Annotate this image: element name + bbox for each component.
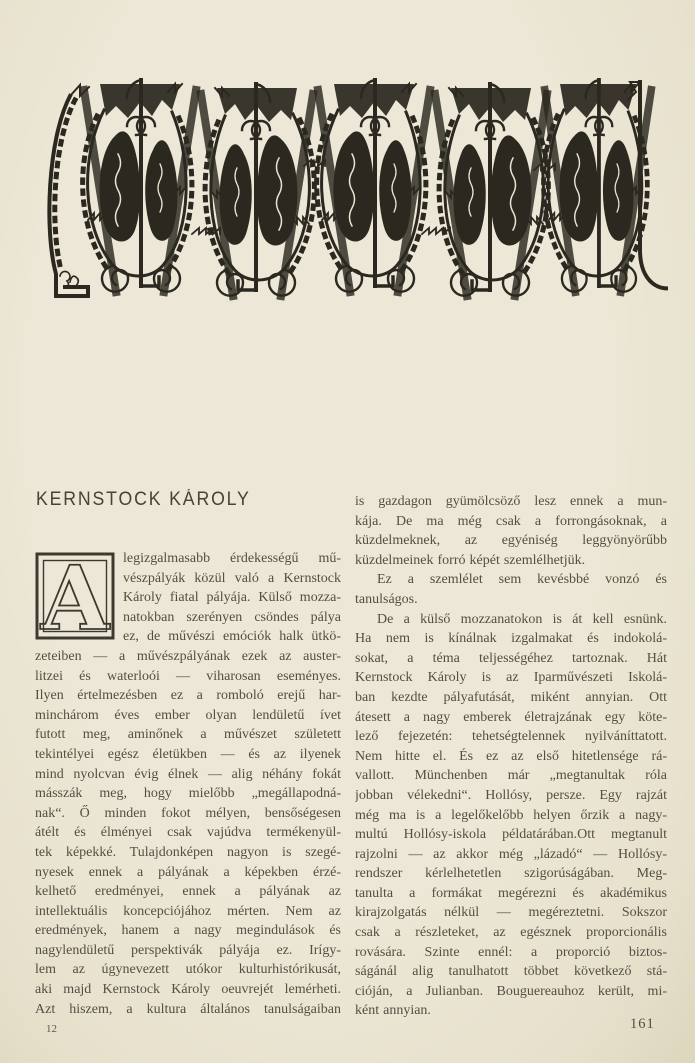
text-line: cióján, a Julianban. Bouguereauhoz került, mi- bbox=[355, 983, 667, 999]
text-line: tek képekké. Tulajdonképen nagyon is szegé- bbox=[35, 844, 341, 860]
text-line: rovására. Szinte ennél: a proporció biztos- bbox=[355, 944, 667, 960]
text-line: ez, de művészi emóciók halk ütkö- bbox=[123, 629, 341, 645]
text-line: még ma is a legelőkelőbb helyen őrzik a nagy- bbox=[355, 807, 667, 823]
text-line: csak a részleteket, az egésznek proporcionális bbox=[355, 925, 667, 941]
text-line: kirajzolgatás nélkül — megéreztetni. Sokszor bbox=[355, 905, 667, 921]
text-line: nagylendületű perspektivák pályája ez. Irígy- bbox=[35, 942, 341, 958]
text-line: nyesek ennek a pályának a képekben érzé- bbox=[35, 864, 341, 880]
text-line: natokban szerényen csöndes pálya bbox=[123, 609, 341, 625]
text-line: aki majd Kernstock Károly oeuvrejét lemérheti. bbox=[35, 982, 341, 998]
text-line: Azt hiszem, a kultura általános tanulságaiban bbox=[35, 1001, 341, 1017]
text-line: intellektuális koncepciójához mérten. Nem az bbox=[35, 903, 341, 919]
text-line: mind nyolcvan évig élnek — alig néhány fokát bbox=[35, 766, 341, 782]
column-left bbox=[35, 549, 341, 1019]
text-line: ként annyian. bbox=[355, 1003, 431, 1019]
headpiece-ornament-illustration bbox=[42, 74, 668, 308]
text-line: lező fejezetén: tehetségtelennek nyilváníttatott. bbox=[355, 729, 667, 745]
text-line: tanulságos. bbox=[355, 591, 418, 607]
text-line: Károly fiatal pályája. Külső mozza- bbox=[123, 590, 341, 606]
text-line: minchárom éves ember olyan lendületű ívet bbox=[35, 707, 341, 723]
drop-cap-letter: A bbox=[40, 552, 110, 640]
text-line: küzdelmeinek forró képét szemlélhetjük. bbox=[355, 552, 586, 568]
text-line: rajzolni — az akkor még „lázadó“ — Hollósy- bbox=[355, 846, 667, 862]
text-line: másszák meg, hogy mielőbb „megállapodná- bbox=[35, 786, 341, 802]
text-line: multú Hollósy-iskola példatárában.Ott megtanult bbox=[355, 827, 667, 843]
page-number-left: 12 bbox=[46, 1023, 57, 1035]
paragraph bbox=[355, 570, 667, 609]
text-line: lem az úgynevezett utókor kulturhistórikusát, bbox=[35, 962, 341, 978]
artist-monogram bbox=[60, 271, 78, 287]
text-line: vallott. Münchenben már „megtanultak róla bbox=[355, 768, 667, 784]
text-line: kelhető eredményei, ennek a pályának az bbox=[35, 884, 341, 900]
text-line: küzdelmeknek, az egyéniség leggyönyörűbb bbox=[355, 533, 667, 549]
text-line: Ha nem is kínálnak izgalmakat és indokolá- bbox=[355, 631, 667, 647]
text-line: Ilyen értelmezésben ez a romboló erejű har- bbox=[35, 688, 341, 704]
text-line: vészpályák közül való a Kernstock bbox=[123, 570, 341, 586]
article-title: KERNSTOCK KÁROLY bbox=[36, 489, 251, 510]
text-line: ságánál alig tanulhatott többet következő stá- bbox=[355, 964, 667, 980]
text-line: is gazdagon gyümölcsöző lesz ennek a mun- bbox=[355, 494, 667, 509]
text-line: De a külső mozzanatokon is át kell esnünk. bbox=[377, 611, 667, 627]
drop-cap-initial bbox=[35, 552, 115, 640]
text-line: átesett a nagy emberek életrajzának egy köte- bbox=[355, 709, 667, 725]
text-line: átélt és élményei csak vajúdva termékenyül- bbox=[35, 825, 341, 841]
page-number-right: 161 bbox=[630, 1016, 655, 1032]
headpiece-ornament-svg bbox=[42, 74, 668, 308]
text-line: legizgalmasabb érdekességű mű- bbox=[123, 551, 341, 566]
text-line: litzei és waterloói — viharosan eseményes. bbox=[35, 668, 341, 684]
text-line: nak“. Ő minden fokot mélyen, bensőségesen bbox=[35, 805, 341, 821]
drop-cap-frame bbox=[35, 552, 115, 640]
text-line: jobban vélekedni“. Hollósy, persze. Egy rajzát bbox=[355, 787, 667, 803]
paragraph bbox=[355, 492, 667, 570]
text-line: rendszer kérlelhetetlen szigorúságában. Meg- bbox=[355, 866, 667, 882]
text-line: Ez a szemlélet sem kevésbbé vonzó és bbox=[377, 572, 667, 588]
text-line: Nem hitte el. És ez az első hitetlensége rá- bbox=[355, 748, 667, 764]
text-line: ban kezdte pályafutását, miként annyian. Ott bbox=[355, 689, 667, 705]
text-line: Kernstock Károly is az Iparművészeti Iskolá- bbox=[355, 670, 667, 686]
text-line: zeteiben — a művészpályának ezek az auster- bbox=[35, 648, 341, 664]
column-right bbox=[355, 492, 667, 1021]
text-line: sokat, a téma teljességéhez tartoznak. Hát bbox=[355, 650, 667, 666]
text-line: kája. De ma még csak a forrongásoknak, a bbox=[355, 513, 667, 529]
text-line: eredmények, hanem a nagy megindulások és bbox=[35, 923, 341, 939]
text-line: tanulta a formákat megérezni és akadémikus bbox=[355, 885, 667, 901]
text-line: tekintélyei egész életükben — és az ilyenek bbox=[35, 746, 341, 762]
paragraph bbox=[355, 610, 667, 1021]
text-line: futott meg, aminőnek a művészet született bbox=[35, 727, 341, 743]
